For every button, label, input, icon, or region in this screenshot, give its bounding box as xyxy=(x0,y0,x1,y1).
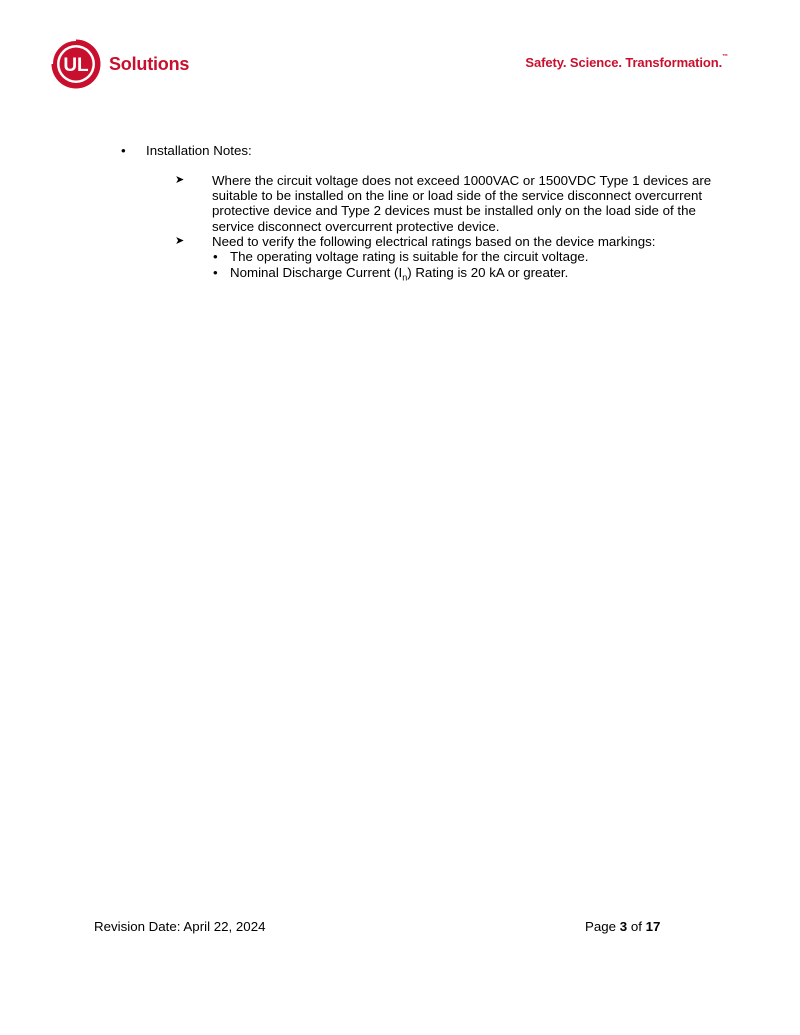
logo-mark-text: UL xyxy=(63,55,89,76)
revision-date: Revision Date: April 22, 2024 xyxy=(94,919,266,934)
arrow-bullet-icon: ➤ xyxy=(175,174,185,186)
tagline xyxy=(525,55,728,70)
ul-logo-icon xyxy=(50,38,102,90)
page-mid: of xyxy=(627,919,646,934)
installation-note: Need to verify the following electrical ratings based on the device markings: xyxy=(212,234,656,249)
bullet-icon: • xyxy=(213,265,218,280)
section-label: Installation Notes: xyxy=(146,143,252,158)
page-total: 17 xyxy=(645,919,661,934)
logo-wordmark: Solutions xyxy=(109,53,190,74)
page-current: 3 xyxy=(619,919,628,934)
bullet-icon: • xyxy=(121,143,126,158)
installation-note: Where the circuit voltage does not exceed 1000VAC or 1500VDC Type 1 devices are suitable to be installed on the line or load side of the service disconnect overcurrent protective device and Type 2 devices must be installed only on the load side of the service disconnect overcurrent protective device. xyxy=(212,173,712,234)
trademark-symbol: ™ xyxy=(722,54,728,60)
bullet-icon: • xyxy=(213,249,218,264)
ul-solutions-logo xyxy=(50,38,189,90)
page-number xyxy=(585,919,660,934)
rating-check-item xyxy=(230,265,568,286)
rating-check-item: The operating voltage rating is suitable for the circuit voltage. xyxy=(230,249,589,264)
tagline-text: Safety. Science. Transformation. xyxy=(525,55,723,70)
rating-subscript: n xyxy=(402,272,408,283)
arrow-bullet-icon: ➤ xyxy=(175,235,185,247)
page-prefix: Page xyxy=(585,919,620,934)
rating-text-before: Nominal Discharge Current (I xyxy=(230,265,403,280)
rating-text-after: ) Rating is 20 kA or greater. xyxy=(407,265,569,280)
